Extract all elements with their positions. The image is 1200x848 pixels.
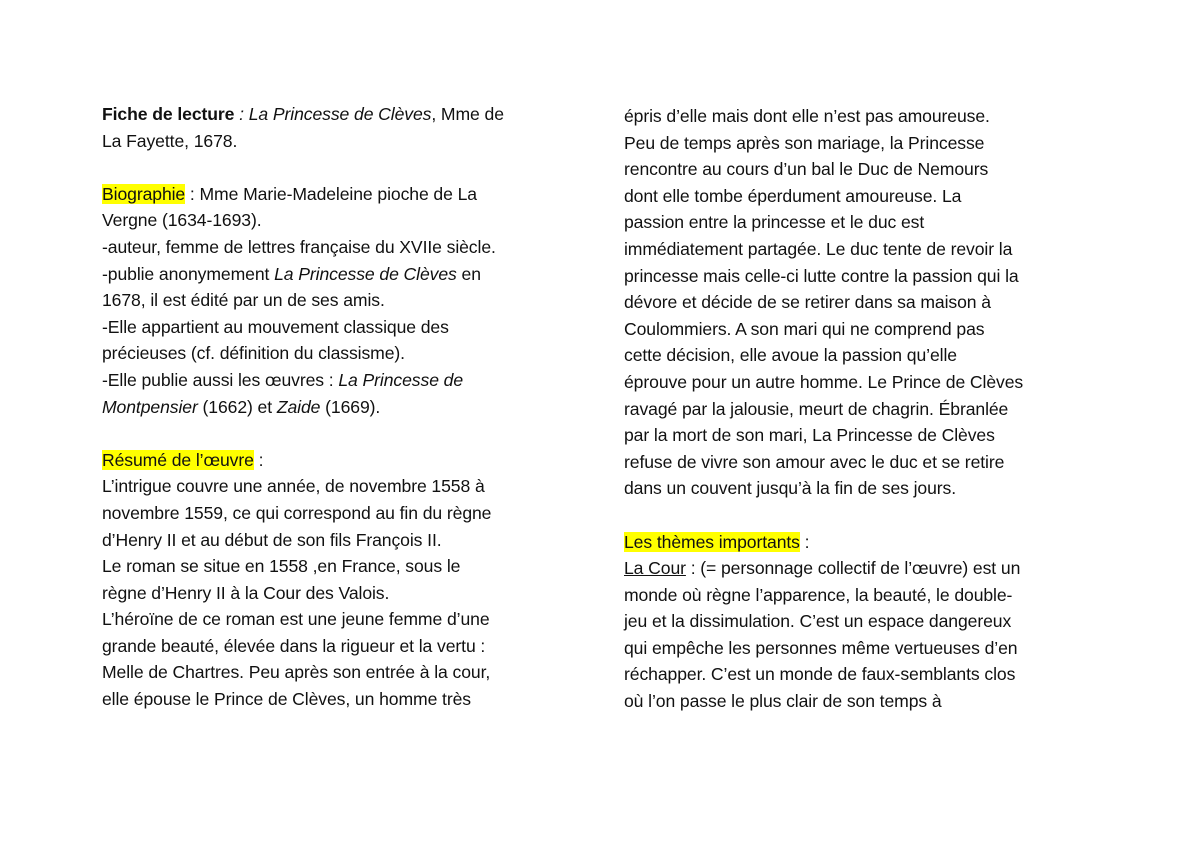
resume-heading-colon: :: [253, 449, 264, 470]
resume-line: d’Henry II et au début de son fils François II.: [102, 529, 442, 550]
bio-line-6: -Elle appartient au mouvement classique des: [102, 316, 449, 337]
bio-line-8-text: -Elle publie aussi les œuvres :: [102, 369, 339, 390]
themes-line: monde où règne l’apparence, la beauté, le double-: [624, 584, 1013, 605]
resume-cont-line: par la mort de son mari, La Princesse de Clèves: [624, 425, 995, 446]
title-line: [102, 101, 572, 128]
resume-line: elle épouse le Prince de Clèves, un homme très: [102, 689, 471, 710]
resume-heading: Résumé de l’œuvre: [102, 449, 254, 470]
resume-cont-line: dévore et décide de se retirer dans sa maison à: [624, 292, 991, 313]
themes-line: où l’on passe le plus clair de son temps à: [624, 691, 942, 712]
resume-line: Le roman se situe en 1558 ,en France, sous le: [102, 556, 461, 577]
bio-line-4-work: La Princesse de Clèves: [274, 263, 457, 284]
cour-line: [624, 555, 1104, 582]
themes-line: qui empêche les personnes même vertueuses d’en: [624, 637, 1018, 658]
resume-cont-line: rencontre au cours d’un bal le Duc de Nemours: [624, 159, 989, 180]
resume-cont-line: ravagé par la jalousie, meurt de chagrin. Ébranlée: [624, 398, 1009, 419]
spacer: [102, 154, 572, 181]
resume-cont-line: Peu de temps après son mariage, la Princesse: [624, 132, 985, 153]
bio-line-4: [102, 261, 572, 288]
bio-line-2: Vergne (1634-1693).: [102, 210, 262, 231]
resume-heading-line: [102, 447, 572, 474]
bio-line-4-text: -publie anonymement: [102, 263, 275, 284]
resume-cont-line: épris d’elle mais dont elle n’est pas amoureuse.: [624, 106, 990, 126]
resume-cont-line: princesse mais celle-ci lutte contre la passion qui la: [624, 265, 1019, 286]
spacer: [624, 502, 1104, 529]
resume-cont-line: cette décision, elle avoue la passion qu’elle: [624, 345, 957, 366]
themes-line: réchapper. C’est un monde de faux-semblants clos: [624, 664, 1016, 685]
bio-line-8: [102, 367, 572, 394]
bio-line-5: 1678, il est édité par un de ses amis.: [102, 290, 385, 311]
resume-cont-line: éprouve pour un autre homme. Le Prince de Clèves: [624, 371, 1024, 392]
bio-line-9-work: Montpensier: [102, 396, 198, 417]
resume-cont-line: refuse de vivre son amour avec le duc et se retire: [624, 451, 1005, 472]
right-column: [624, 103, 1104, 715]
resume-cont-line: dont elle tombe éperdument amoureuse. La: [624, 185, 962, 206]
spacer: [102, 420, 572, 447]
title-line-2: La Fayette, 1678.: [102, 130, 238, 151]
resume-cont-line: immédiatement partagée. Le duc tente de revoir la: [624, 238, 1013, 259]
themes-heading-colon: :: [799, 531, 810, 552]
title-rest: , Mme de: [431, 104, 504, 124]
resume-cont-line: Coulommiers. A son mari qui ne comprend pas: [624, 318, 985, 339]
resume-line: novembre 1559, ce qui correspond au fin du règne: [102, 502, 492, 523]
resume-cont-line: passion entre la princesse et le duc est: [624, 212, 925, 233]
bio-line-1: [102, 181, 572, 208]
bio-line-9-work-2: Zaide: [276, 396, 321, 417]
title-label: Fiche de lecture: [102, 104, 235, 124]
themes-heading: Les thèmes importants: [624, 531, 800, 552]
left-column: [102, 101, 572, 713]
cour-label: La Cour: [624, 558, 686, 579]
title-work: : La Princesse de Clèves: [234, 104, 432, 124]
resume-line: Melle de Chartres. Peu après son entrée à la cour,: [102, 662, 491, 683]
resume-line: L’intrigue couvre une année, de novembre 1558 à: [102, 476, 485, 497]
bio-line-4-end: en: [456, 263, 481, 284]
bio-line-9-end: (1669).: [320, 396, 381, 417]
bio-heading: Biographie: [102, 183, 186, 204]
resume-line: grande beauté, élevée dans la rigueur et la vertu :: [102, 635, 486, 656]
bio-line-9-text: (1662) et: [197, 396, 277, 417]
resume-cont-line: dans un couvent jusqu’à la fin de ses jours.: [624, 478, 957, 499]
bio-line-9: [102, 394, 572, 421]
themes-heading-line: [624, 529, 1104, 556]
cour-text: : (= personnage collectif de l’œuvre) est un: [685, 558, 1021, 579]
themes-line: jeu et la dissimulation. C’est un espace dangereux: [624, 611, 1012, 632]
resume-line: règne d’Henry II à la Cour des Valois.: [102, 582, 390, 603]
bio-line-3: -auteur, femme de lettres française du XVIIe siècle.: [102, 236, 496, 257]
bio-intro: : Mme Marie-Madeleine pioche de La: [185, 183, 477, 204]
resume-line: L’héroïne de ce roman est une jeune femme d’une: [102, 609, 490, 630]
bio-line-7: précieuses (cf. définition du classisme).: [102, 343, 405, 364]
bio-line-8-work: La Princesse de: [338, 369, 464, 390]
